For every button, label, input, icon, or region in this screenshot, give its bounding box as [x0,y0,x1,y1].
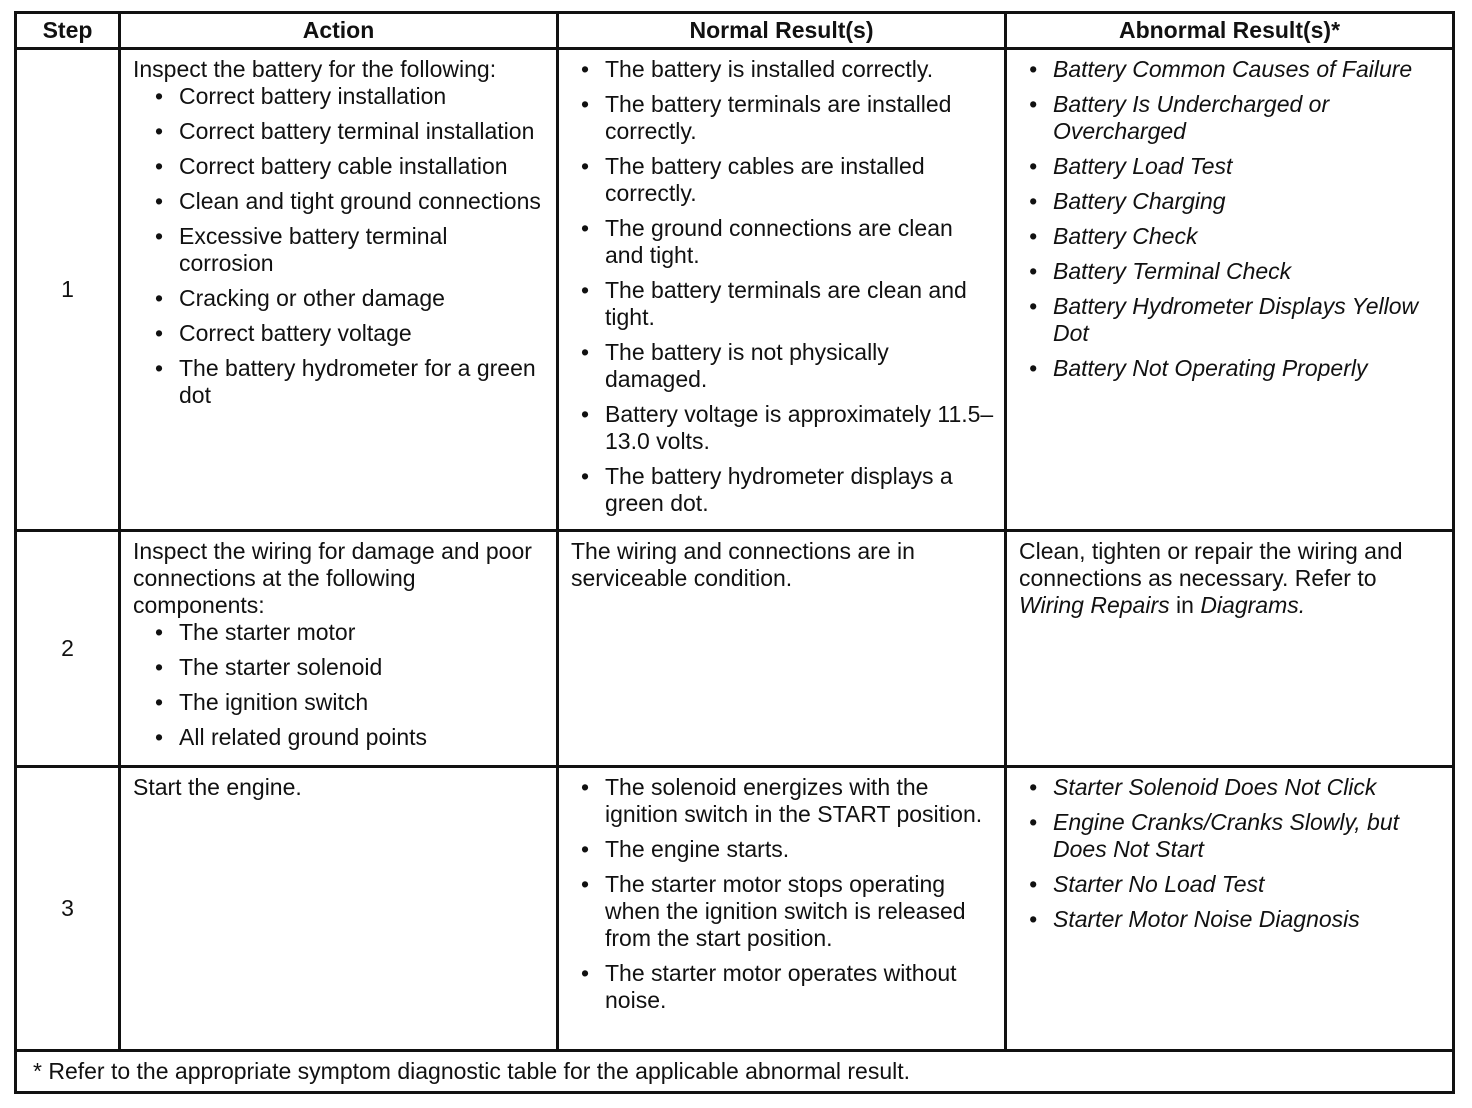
reference-link[interactable]: • Starter No Load Test [1019,871,1444,898]
action-intro: Inspect the battery for the following: [133,56,497,82]
reference-link[interactable]: • Battery Charging [1019,188,1444,215]
list-item: • The solenoid energizes with the ignition switch in the START position. [571,774,996,828]
header-normal-results: Normal Result(s) [558,13,1006,49]
normal-result-cell [558,767,1006,1051]
action-intro: Inspect the wiring for damage and poor connections at the following components: [133,538,532,618]
list-item: • The battery terminals are clean and tight. [571,277,996,331]
list-item: • The starter solenoid [133,654,548,681]
list-item: • Clean and tight ground connections [133,188,548,215]
list-item: • Correct battery voltage [133,320,548,347]
list-item: • The battery terminals are installed correctly. [571,91,996,145]
list-item: • The starter motor operates without noise. [571,960,996,1014]
reference-link[interactable]: • Battery Is Undercharged or Overcharged [1019,91,1444,145]
action-list [133,83,548,409]
list-item: • Correct battery installation [133,83,548,110]
step-number: 3 [16,767,120,1051]
list-item: • The battery is installed correctly. [571,56,996,83]
action-cell [120,767,558,1051]
list-item: • The battery is not physically damaged. [571,339,996,393]
reference-link[interactable]: • Battery Hydrometer Displays Yellow Dot [1019,293,1444,347]
reference-link-diagrams[interactable]: Diagrams. [1200,592,1306,618]
abnormal-result-text: in [1169,592,1201,618]
normal-result-cell [558,531,1006,767]
header-abnormal-results: Abnormal Result(s)* [1006,13,1454,49]
abnormal-result-list [1019,774,1444,933]
normal-result-list [571,56,996,517]
abnormal-result-list [1019,56,1444,382]
step-number: 1 [16,49,120,531]
header-action: Action [120,13,558,49]
list-item: • Correct battery cable installation [133,153,548,180]
footnote-row [16,1051,1454,1093]
reference-link[interactable]: • Engine Cranks/Cranks Slowly, but Does Not Start [1019,809,1444,863]
action-cell [120,531,558,767]
reference-link[interactable]: • Battery Load Test [1019,153,1444,180]
reference-link[interactable]: • Battery Not Operating Properly [1019,355,1444,382]
action-text: Start the engine. [133,774,302,800]
list-item: • The starter motor [133,619,548,646]
reference-link[interactable]: • Battery Check [1019,223,1444,250]
action-cell [120,49,558,531]
table-row-step-3 [16,767,1454,1051]
abnormal-result-cell [1006,531,1454,767]
table-row-step-2 [16,531,1454,767]
list-item: • The ground connections are clean and tight. [571,215,996,269]
list-item: • All related ground points [133,724,548,751]
list-item: • Excessive battery terminal corrosion [133,223,548,277]
reference-link[interactable]: • Battery Terminal Check [1019,258,1444,285]
list-item: • The battery hydrometer displays a green dot. [571,463,996,517]
normal-result-text: The wiring and connections are in serviceable condition. [571,538,915,591]
list-item: • The ignition switch [133,689,548,716]
abnormal-result-cell [1006,767,1454,1051]
reference-link[interactable]: • Starter Motor Noise Diagnosis [1019,906,1444,933]
abnormal-result-text: Clean, tighten or repair the wiring and connections as necessary. Refer to [1019,538,1403,591]
list-item: • The battery hydrometer for a green dot [133,355,548,409]
list-item: • Cracking or other damage [133,285,548,312]
list-item: • The engine starts. [571,836,996,863]
list-item: • The starter motor stops operating when the ignition switch is released from the start position. [571,871,996,952]
normal-result-list [571,774,996,1014]
reference-link[interactable]: • Battery Common Causes of Failure [1019,56,1444,83]
header-row [16,13,1454,49]
abnormal-result-cell [1006,49,1454,531]
step-number: 2 [16,531,120,767]
footnote: * Refer to the appropriate symptom diagnostic table for the applicable abnormal result. [16,1051,1454,1093]
action-list [133,619,548,751]
diagnostic-table [14,11,1455,1094]
table-row-step-1 [16,49,1454,531]
list-item: • Battery voltage is approximately 11.5–13.0 volts. [571,401,996,455]
normal-result-cell [558,49,1006,531]
list-item: • The battery cables are installed correctly. [571,153,996,207]
list-item: • Correct battery terminal installation [133,118,548,145]
header-step: Step [16,13,120,49]
reference-link-wiring-repairs[interactable]: Wiring Repairs [1019,592,1170,618]
reference-link[interactable]: • Starter Solenoid Does Not Click [1019,774,1444,801]
